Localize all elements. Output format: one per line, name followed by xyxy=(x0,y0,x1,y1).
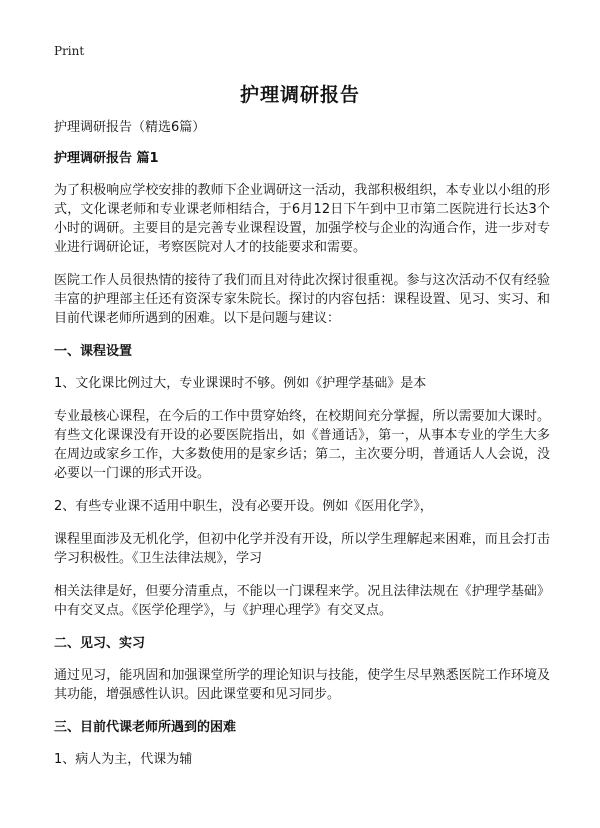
paragraph: 1、病人为主，代课为辅 xyxy=(54,752,193,767)
article-body xyxy=(54,118,550,783)
section-heading-curriculum: 一、课程设置 xyxy=(54,344,133,359)
paragraph: 2、有些专业课不适用中职生，没有必要开设。例如《医用化学》， xyxy=(54,499,433,514)
paragraph: 医院工作人员很热情的接待了我们而且对待此次探讨很重视。参与这次活动不仅有经验丰富的护理部主任还有资深专家朱院长。探讨的内容包括：课程设置、见习、实习、和目前代课老师所遇到的困难。以下是问题与建议： xyxy=(54,273,550,326)
paragraph: 为了积极响应学校安排的教师下企业调研这一活动，我部积极组织，本专业以小组的形式，文化课老师和专业课老师相结合，于6月12日下午到中卫市第二医院进行长达3个小时的调研。主要目的是完善专业课程设置，加强学校与企业的沟通合作，进一步对专业进行调研论证，考察医院对人才的技能要求和需要。 xyxy=(54,183,550,255)
paragraph: 课程里面涉及无机化学，但初中化学并没有开设，所以学生理解起来困难，而且会打击学习积极性。《卫生法律法规》，学习 xyxy=(54,532,550,566)
print-link[interactable]: Print xyxy=(54,44,85,58)
section-heading-practice: 二、见习、实习 xyxy=(54,636,146,651)
section-heading-difficulties: 三、目前代课老师所遇到的困难 xyxy=(54,720,237,735)
article-subtitle: 护理调研报告（精选6篇） xyxy=(54,120,206,135)
article-heading: 护理调研报告 篇1 xyxy=(54,151,159,166)
paragraph: 相关法律是好，但要分清重点，不能以一门课程来学。况且法律法规在《护理学基础》中有交叉点。《医学伦理学》，与《护理心理学》有交叉点。 xyxy=(54,584,550,618)
paragraph: 通过见习，能巩固和加强课堂所学的理论知识与技能，使学生尽早熟悉医院工作环境及其功能，增强感性认识。因此课堂要和见习同步。 xyxy=(54,668,550,702)
paragraph: 1、文化课比例过大，专业课课时不够。例如《护理学基础》是本 xyxy=(54,376,427,391)
paragraph: 专业最核心课程，在今后的工作中贯穿始终，在校期间充分掌握，所以需要加大课时。有些文化课课没有开设的必要医院指出，如《普通话》，第一，从事本专业的学生大多在周边或家乡工作，大多数使用的是家乡话；第二，主次要分明，普通话人人会说，没必要以一门课的形式开设。 xyxy=(54,409,550,481)
page-title: 护理调研报告 xyxy=(239,84,360,106)
